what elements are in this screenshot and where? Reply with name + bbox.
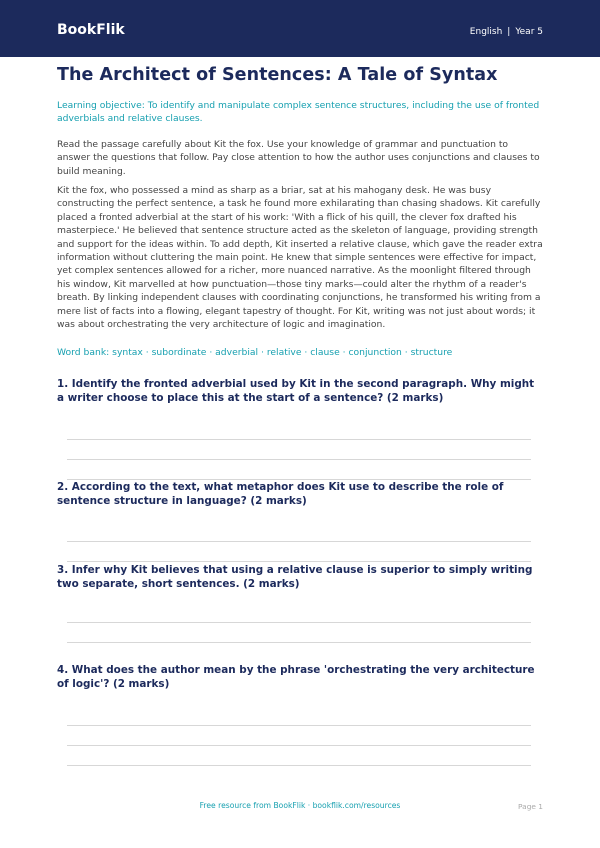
brand-logo: BookFlik: [57, 22, 125, 38]
word-bank: Word bank: syntax · subordinate · adverbial · relative · clause · conjunction · structure: [57, 347, 453, 358]
learning-objective: Learning objective: To identify and manipulate complex sentence structures, including the use of fronted adverbials and relative clauses.: [57, 100, 540, 124]
header-meta: [470, 27, 543, 37]
answer-line[interactable]: [67, 765, 531, 766]
page-title: The Architect of Sentences: A Tale of Syntax: [57, 65, 498, 85]
intro-paragraph: Read the passage carefully about Kit the fox. Use your knowledge of grammar and punctuation to answer the questions that follow. Pay close attention to how the author uses conjunctions and clauses to build meaning.: [57, 139, 540, 177]
question-3: 3. Infer why Kit believes that using a relative clause is superior to simply writing two separate, short sentences. (2 marks): [57, 564, 533, 590]
answer-line[interactable]: [67, 541, 531, 542]
header-separator: |: [507, 27, 511, 37]
question-4: 4. What does the author mean by the phrase 'orchestrating the very architecture of logic'? (2 marks): [57, 664, 535, 690]
answer-line[interactable]: [67, 459, 531, 460]
subject-label: English: [469, 27, 503, 37]
answer-line[interactable]: [67, 439, 531, 440]
year-label: Year 5: [515, 27, 543, 37]
header-bar: [0, 0, 600, 57]
footer-resource-link[interactable]: Free resource from BookFlik · bookflik.com/resources: [199, 801, 401, 810]
passage-text: Kit the fox, who possessed a mind as sharp as a briar, sat at his mahogany desk. He was busy constructing the perfect sentence, a task he found more exhilarating than chasing shadows. Kit carefully placed a fronted adverbial at the start of his work: 'With a flick of his quill, the clever fox drafted his masterpiece.' He believed that sentence structure acted as the skeleton of language, providing strength and support for the ideas within. To add depth, Kit inserted a relative clause, which gave the reader extra information without cluttering the main point. He knew that simple sentences were effective for impact, yet complex sentences allowed for a richer, more nuanced narrative. As the moonlight filtered through his window, Kit marvelled at how punctuation—those tiny marks—could alter the rhythm of a reader's breath. By linking independent clauses with coordinating conjunctions, he transformed his writing from a mere list of facts into a flowing, elegant tapestry of thought. For Kit, writing was not just about words; it was about orchestrating the very architecture of logic and imagination.: [57, 185, 543, 331]
answer-line[interactable]: [67, 745, 531, 746]
answer-line[interactable]: [67, 725, 531, 726]
answer-line[interactable]: [67, 622, 531, 623]
question-1: 1. Identify the fronted adverbial used by Kit in the second paragraph. Why might a writer choose to place this at the start of a sentence? (2 marks): [57, 378, 535, 404]
answer-line[interactable]: [67, 642, 531, 643]
answer-line[interactable]: [67, 561, 531, 562]
page-number: Page 1: [518, 802, 543, 811]
question-2: 2. According to the text, what metaphor does Kit use to describe the role of sentence structure in language? (2 marks): [57, 481, 504, 507]
